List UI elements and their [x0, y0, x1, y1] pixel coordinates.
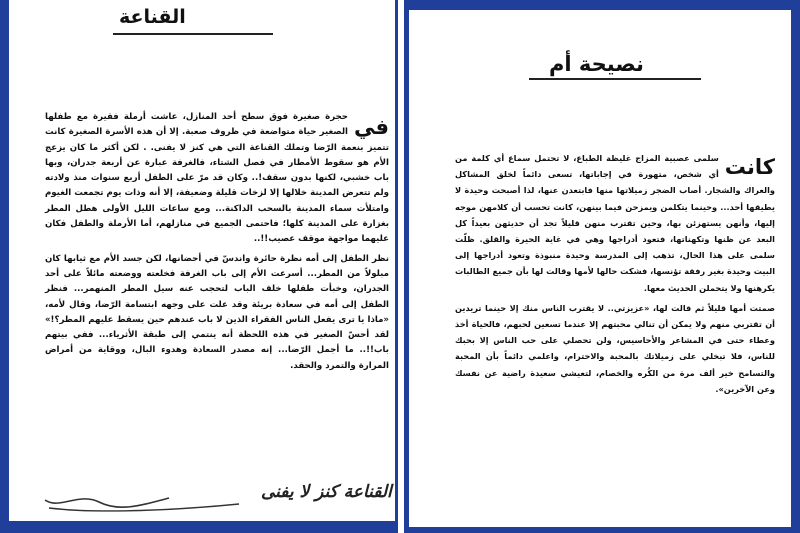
- right-paragraph-2: صمتت أمها قليلاً ثم قالت لها، «عزيزتي.. لا يقترب الناس منك إلا حينما تريدين أن تقتربي منهم ولا يمكن أن تنالي محبتهم إلا عندما تسعين لحبهم، فالحياة أخذ وعطاء حتى في المشاعر والأحاسيس، ولن تحصلي على حب الناس إلا بحبك للناس، فلا تبخلي على زميلاتك بالمحبة والاحترام، واعلمي دائماً بأن المحبة والتسامح خير ألف مرة من الكُره والخصام، لتعيشي سعيدة راضية عن نفسك وعن الآخرين».: [455, 302, 775, 394]
- left-page: [0, 0, 398, 533]
- left-drop-word: في: [354, 115, 389, 139]
- right-title-underline: [529, 78, 701, 80]
- left-page-title: القناعة: [119, 6, 186, 28]
- right-paragraph-1: سلمى عصبية المزاج غليظة الطباع، لا تحتمل سماع أي كلمة من أي شخص، متهورة في إجاباتها، تسعى دائماً لخلق المشاكل والعراك والشجار. أصاب الضجر زميلاتها منها فابتعدن عنها، لذا أصبحت وحيدة لا يطيقها أحد... وحينما يتكلمن ويمزحن فيما بينهن، كانت تحسب أن كلامهن موجه إليها، وأنهن يستهزئن بها، وحين تقترب منهن قليلاً تجد أن حديثهن بعيداً كل البعد عن ظنها وتكهناتها، فتعود أدراجها وهي في غاية الحيرة والقلق. ظلّت سلمى على هذا الحال، تذهب إلى المدرسة وحيدة منبوذة وتعود أدراجها إلى البيت وحيدة بغير رفقة تؤنسها، فشكت حالها لأمها وقالت لها بأن جميع الطالبات يكرهنها ولا يتحملن الحديث معها.: [455, 153, 775, 293]
- left-paragraph-1: حجرة صغيرة فوق سطح أحد المنازل، عاشت أرملة فقيرة مع طفلها الصغير حياة متواضعة في ظروف صعبة. إلا أن هذه الأسرة الصغيرة كانت تتميز بنعمة الرّضا وتملك القناعة التي هي كنز لا يفنى. . لكن أكثر ما كان يزعج الأم هو سقوط الأمطار في فصل الشتاء، فالغرفة عبارة عن أربعة جدران، وبها باب خشبي، لكنها بدون سقف!.. وكان قد مرّ على الطفل أربع سنوات منذ ولادته ولم تتعرض المدينة خلالها إلا لزخات قليلة وضعيفة، إلا أنه وذات يوم تجمعت الغيوم وامتلأت سماء المدينة بالسحب الداكنة... ومع ساعات الليل الأولى هطل المطر بغزارة على المدينة كلها؛ فاحتمى الجميع في منازلهم، أما الأرملة والطفل فكان عليهما مواجهة موقف عصيب!!..: [45, 112, 389, 245]
- right-page-title: نصيحة أم: [549, 52, 644, 76]
- right-drop-word: كانت: [724, 155, 775, 179]
- signature-text: القناعة كنز لا يفنى: [261, 482, 392, 502]
- right-page: [404, 0, 800, 533]
- left-paragraph-2: نظر الطفل إلى أمه نظرة حائرة واندسّ في أحضانها، لكن جسد الأم مع ثيابها كان مبلولاً من المطر... أسرعت الأم إلى باب الغرفة فخلعته ووضعته مائلاً على أحد الجدران، وخبأت طفلها خلف الباب لتحجب عنه سيل المطر المنهمر... فنظر الطفل إلى أمه في سعادة بريئة وقد علت على وجهه ابتسامة الرّضا، وقال لأمه، «ماذا يا ترى يفعل الناس الفقراء الذين لا باب عندهم حين يسقط عليهم المطر؟!» لقد أحسّ الصغير في هذه اللحظة أنه ينتمي إلى طبقة الأثرياء... ففي بيتهم باب!!.. ما أجمل الرّضا... إنه مصدر السعادة وهدوء البال، ووقاية من أمراض المرارة والتمرد والحقد.: [45, 253, 389, 371]
- left-title-underline: [113, 33, 273, 35]
- right-page-body: [455, 150, 775, 397]
- handwritten-signature: [39, 470, 392, 514]
- left-page-body: [45, 110, 389, 374]
